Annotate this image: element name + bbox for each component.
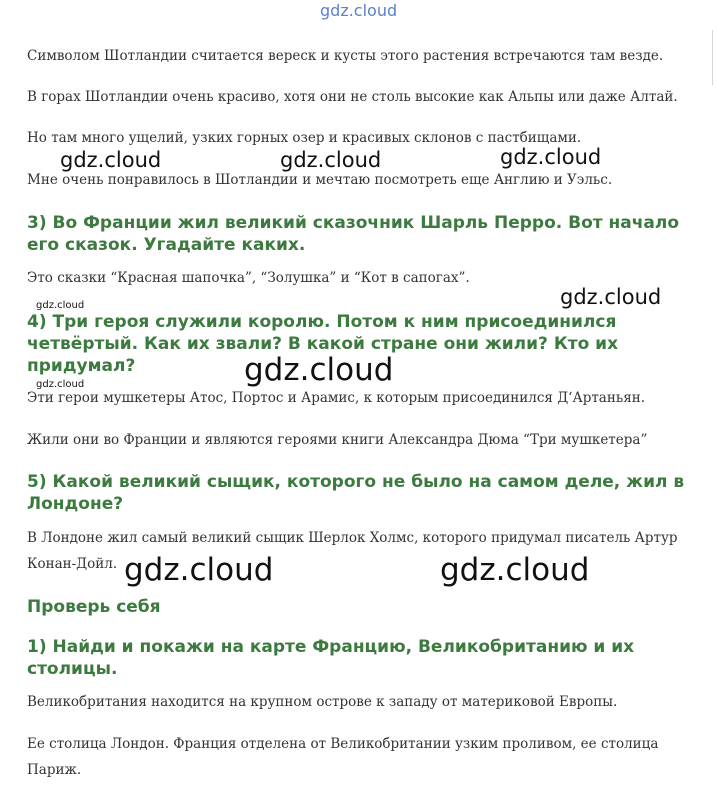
paragraph-gorges: Но там много ущелий, узких горных озер и красивых склонов с пастбищами. (27, 130, 582, 146)
watermark-large: gdz.cloud (440, 552, 590, 588)
paragraph-musketeers: Эти герои мушкетеры Атос, Портос и Арамис, к которым присоединился Д‘Артаньян. (27, 390, 646, 406)
watermark-small: gdz.cloud (36, 379, 85, 390)
watermark: gdz.cloud (60, 148, 162, 172)
question-5-heading: 5) Какой великий сыщик, которого не было на самом деле, жил в Лондоне? (27, 472, 685, 514)
paragraph-heather: Символом Шотландии считается вереск и кусты этого растения встречаются там везде. (27, 48, 664, 64)
watermark: gdz.cloud (560, 285, 662, 309)
paragraph-dumas: Жили они во Франции и являются героями книги Александра Дюма “Три мушкетера” (27, 432, 648, 448)
paragraph-capitals: Ее столица Лондон. Франция отделена от Великобритании узким проливом, ее столица Париж. (27, 736, 659, 778)
watermark-small: gdz.cloud (36, 300, 85, 311)
check-question-1-heading: 1) Найди и покажи на карте Францию, Великобританию и их столицы. (27, 637, 635, 679)
paragraph-mountains: В горах Шотландии очень красиво, хотя они не столь высокие как Альпы или даже Алтай. (27, 89, 678, 105)
watermark: gdz.cloud (500, 145, 602, 169)
question-3-heading: 3) Во Франции жил великий сказочник Шарль Перро. Вот начало его сказок. Угадайте каких. (27, 213, 680, 255)
watermark-top: gdz.cloud (320, 1, 398, 20)
paragraph-great-britain: Великобритания находится на крупном острове к западу от материковой Европы. (27, 694, 618, 710)
paragraph-sherlock: В Лондоне жил самый великий сыщик Шерлок Холмс, которого придумал писатель Артур Конан-Дойл. (27, 530, 678, 572)
question-4-heading: 4) Три героя служили королю. Потом к ним присоединился четвёртый. Как их звали? В какой стране они жили? Кто их придумал? (27, 312, 619, 376)
watermark: gdz.cloud (280, 148, 382, 172)
paragraph-england-wales: Мне очень понравилось в Шотландии и мечтаю посмотреть еще Англию и Уэльс. (27, 172, 613, 188)
page-edge-divider (712, 30, 713, 85)
watermark-large: gdz.cloud (124, 552, 274, 588)
check-yourself-heading: Проверь себя (27, 597, 161, 617)
answer-page (27, 0, 697, 800)
watermark-large: gdz.cloud (244, 352, 394, 388)
paragraph-fairy-tales: Это сказки “Красная шапочка”, “Золушка” и “Кот в сапогах”. (27, 270, 470, 286)
